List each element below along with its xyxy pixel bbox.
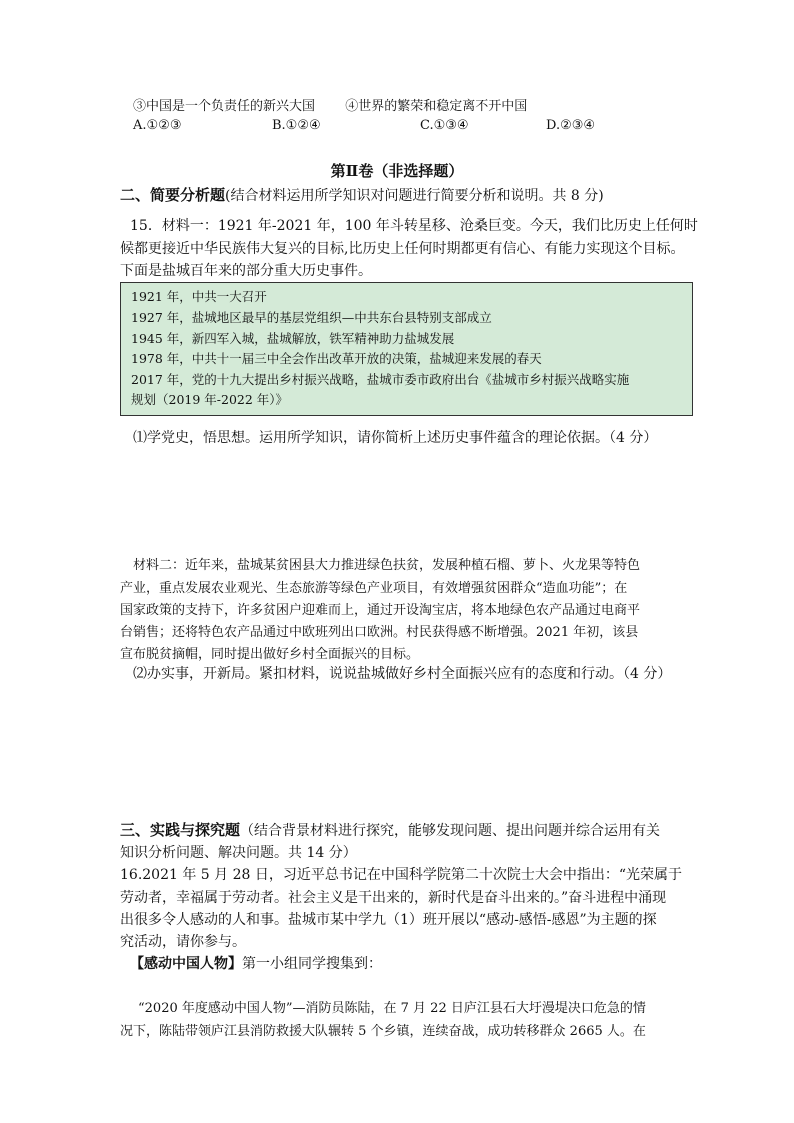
story-line-2: 况下，陈陆带领庐江县消防救援大队辗转 5 个乡镇，连续奋战，成功转移群众 2665 人。在 xyxy=(120,1024,646,1039)
material2-line-5: 宣布脱贫摘帽，同时提出做好乡村全面振兴的目标。 xyxy=(120,647,420,662)
q15-line-3: 下面是盐城百年来的部分重大历史事件。 xyxy=(120,263,372,279)
part3-note-b: 知识分析问题、解决问题。共 14 分） xyxy=(120,845,357,861)
part2-note: (结合材料运用所学知识对问题进行简要分析和说明。共 8 分) xyxy=(225,188,604,204)
q16-line-4: 究活动，请你参与。 xyxy=(120,934,246,950)
option-line-3-4 xyxy=(133,97,527,117)
part2-heading: 二、简要分析题 xyxy=(120,186,226,204)
material2-line-4: 台销售；还将特色农产品通过中欧班列出口欧洲。村民获得感不断增强。2021 年初，该县 xyxy=(120,625,639,640)
part2-heading-line xyxy=(120,185,604,206)
material2-line-1: 材料二：近年来，盐城某贫困县大力推进绿色扶贫，发展种植石榴、萝卜、火龙果等特色 xyxy=(133,558,641,573)
event-2017-cont: 规划（2019 年-2022 年）》 xyxy=(131,392,289,407)
event-2017: 2017 年，党的十九大提出乡村振兴战略，盐城市委市政府出台《盐城市乡村振兴战略实施 xyxy=(131,372,630,387)
event-1921: 1921 年，中共一大召开 xyxy=(131,289,267,304)
group1-label: 【感动中国人物】 xyxy=(130,956,242,972)
statement-4: ④世界的繁荣和稳定离不开中国 xyxy=(345,99,528,114)
q15-line-2: 候都更接近中华民族伟大复兴的目标,比历史上任何时期都更有信心、有能力实现这个目标。 xyxy=(120,241,685,257)
event-1978: 1978 年，中共十一届三中全会作出改革开放的决策，盐城迎来发展的春天 xyxy=(131,351,542,366)
events-box xyxy=(120,282,693,416)
group1-text: 第一小组同学搜集到： xyxy=(242,956,382,972)
q16-line-1: 16.2021 年 5 月 28 日，习近平总书记在中国科学院第二十次院士大会中指出：“光荣属于 xyxy=(120,867,683,883)
choice-c: C.①③④ xyxy=(420,118,469,133)
choice-a: A.①②③ xyxy=(133,118,182,133)
event-1927: 1927 年，盐城地区最早的基层党组织—中共东台县特别支部成立 xyxy=(131,310,492,325)
q15-line-1: 15．材料一：1921 年-2021 年，100 年斗转星移、沧桑巨变。今天，我们比历史上任何时 xyxy=(130,218,698,234)
material2-line-2: 产业，重点发展农业观光、生态旅游等绿色产业项目，有效增强贫困群众“造血功能”；在 xyxy=(120,581,628,596)
statement-3: ③中国是一个负责任的新兴大国 xyxy=(133,99,316,114)
choice-b: B.①②④ xyxy=(272,118,321,133)
part3-heading-line xyxy=(120,820,660,841)
story-line-1: “2020 年度感动中国人物”—消防员陈陆，在 7 月 22 日庐江县石大圩漫堤决口危急的情 xyxy=(138,1001,646,1016)
event-1945: 1945 年，新四军入城，盐城解放，铁军精神助力盐城发展 xyxy=(131,331,455,346)
q15-sub1: ⑴学党史，悟思想。运用所学知识，请你简析上述历史事件蕴含的理论依据。（4 分） xyxy=(133,430,658,446)
q16-line-2: 劳动者，幸福属于劳动者。社会主义是干出来的，新时代是奋斗出来的。”奋斗进程中涌现 xyxy=(120,890,667,906)
choice-d: D.②③④ xyxy=(546,118,596,133)
part3-heading: 三、实践与探究题 xyxy=(120,821,241,839)
group1-line xyxy=(130,954,382,974)
material2-line-3: 国家政策的支持下，许多贫困户迎难而上，通过开设淘宝店，将本地绿色农产品通过电商平 xyxy=(120,603,641,618)
part3-note-a: （结合背景材料进行探究，能够发现问题、提出问题并综合运用有关 xyxy=(240,823,661,839)
q15-sub2: ⑵办实事，开新局。紧扣材料，说说盐城做好乡村全面振兴应有的态度和行动。（4 分） xyxy=(133,666,672,682)
section-title: 第Ⅱ卷（非选择题） xyxy=(330,162,464,180)
q16-line-3: 出很多令人感动的人和事。盐城市某中学九（1）班开展以“感动-感悟-感恩”为主题的探 xyxy=(120,912,657,928)
